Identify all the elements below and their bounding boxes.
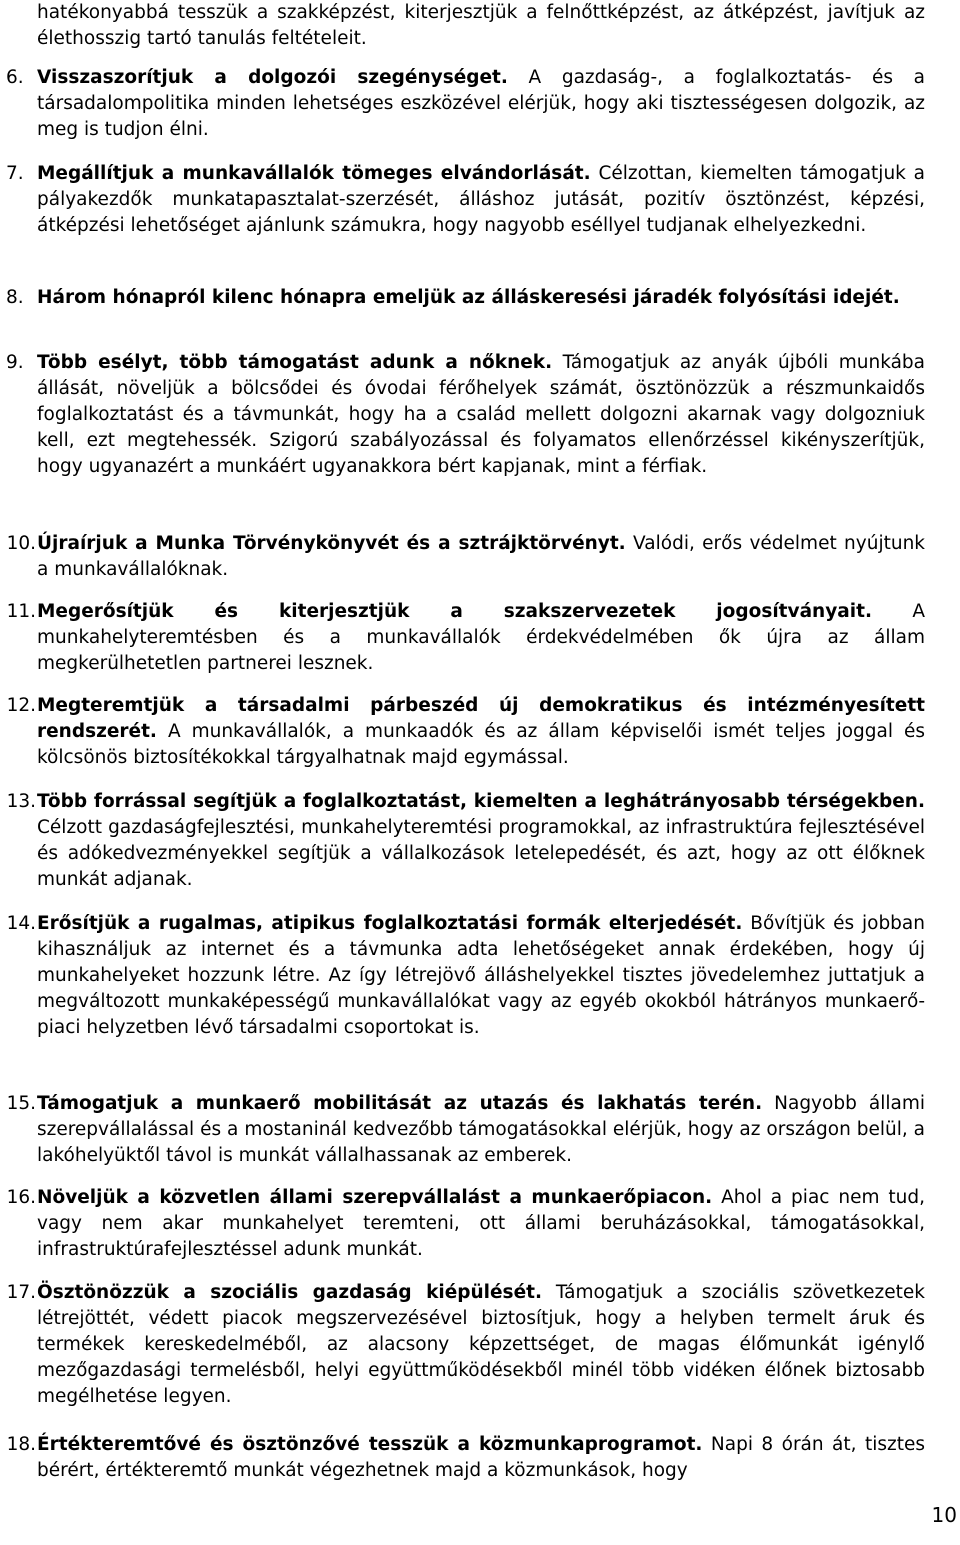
list-item-number: 12. (6, 695, 36, 716)
list-item-description: Célzott gazdaságfejlesztési, munkahelyteremtési programokkal, az infrastruktúra fejlesztésével és adókedvezményekkel segítjük a vállalkozások letelepedését, és azt, hogy az ott élőknek munkát adjanak. (37, 817, 925, 890)
list-item-heading: Három hónapról kilenc hónapra emeljük az álláskeresési járadék folyósítási idejét. (37, 287, 900, 308)
list-item-heading: Megerősítjük és kiterjesztjük a szakszervezetek jogosítványait. (37, 601, 872, 622)
list-item-description: Bővítjük és jobban kihasználjuk az internet és a távmunka adta lehetőségeket annak érdekében, hogy új munkahelyeket hozzunk létre. Az így létrejövő álláshelyekkel tisztes jövedelemhez juttatjuk a megváltozott munkaképességű munkavállalókat vagy az egyéb okokból hátrányos munkaerő-piaci helyzetben lévő társadalmi csoportokat is. (37, 913, 925, 1038)
list-item-number: 7. (6, 163, 24, 184)
list-item-text (37, 1432, 925, 1484)
list-item-text (37, 1280, 925, 1410)
intro-continuation-paragraph: hatékonyabbá tesszük a szakképzést, kiterjesztjük a felnőttképzést, az átképzést, javítjuk az élethosszig tartó tanulás feltételeit. (37, 2, 925, 49)
list-item-text (37, 350, 925, 480)
list-item-description: A munkahelyteremtésben és a munkavállalók érdekvédelmében ők újra az állam megkerülhetetlen partnerei lesznek. (37, 601, 925, 674)
list-item-heading: Több esélyt, több támogatást adunk a nőknek. (37, 352, 553, 373)
list-item-description: Napi 8 órán át, tisztes bérért, értékteremtő munkát végezhetnek majd a közmunkások, hogy (37, 1434, 925, 1481)
list-item-text (37, 1091, 925, 1169)
list-item-heading: Növeljük a közvetlen állami szerepvállalást a munkaerőpiacon. (37, 1187, 713, 1208)
list-item-number: 11. (6, 601, 36, 622)
list-item-number: 16. (6, 1187, 36, 1208)
list-item-text (37, 1185, 925, 1263)
list-item-text (37, 161, 925, 239)
list-item-text (37, 65, 925, 143)
list-item-number: 10. (6, 533, 36, 554)
list-item-heading: Támogatjuk a munkaerő mobilitását az utazás és lakhatás terén. (37, 1093, 763, 1114)
list-item-number: 14. (6, 913, 36, 934)
list-item-text (37, 911, 925, 1041)
list-item-text (37, 693, 925, 771)
list-item-description: Ahol a piac nem tud, vagy nem akar munkahelyet teremteni, ott állami beruházásokkal, támogatásokkal, infrastruktúrafejlesztéssel adunk munkát. (37, 1187, 925, 1260)
list-item-description: A munkavállalók, a munkaadók és az állam képviselői ismét teljes joggal és kölcsönös biztosítékokkal tárgyalhatnak majd egymással. (37, 721, 925, 768)
list-item-text (37, 599, 925, 677)
list-item-description: A gazdaság-, a foglalkoztatás- és a társadalompolitika minden lehetséges eszközével elérjük, hogy aki tisztességesen dolgozik, az meg is tudjon élni. (37, 67, 925, 140)
list-item-number: 15. (6, 1093, 36, 1114)
list-item-number: 18. (6, 1434, 36, 1455)
list-item-number: 17. (6, 1282, 36, 1303)
list-item-number: 13. (6, 791, 36, 812)
list-item-heading: Értékteremtővé és ösztönzővé tesszük a közmunkaprogramot. (37, 1434, 703, 1455)
list-item-heading: Újraírjuk a Munka Törvénykönyvét és a sztrájktörvényt. (37, 533, 626, 554)
list-item-text (37, 531, 925, 583)
list-item-heading: Megállítjuk a munkavállalók tömeges elvándorlását. (37, 163, 591, 184)
list-item-heading: Megteremtjük a társadalmi párbeszéd új demokratikus és intézményesített rendszerét. (37, 695, 925, 742)
list-item-heading: Visszaszorítjuk a dolgozói szegénységet. (37, 67, 508, 88)
list-item-description: Célzottan, kiemelten támogatjuk a pályakezdők munkatapasztalat-szerzését, álláshoz jutását, pozitív ösztönzést, képzési, átképzési lehetőséget ajánlunk számukra, hogy nagyobb eséllyel tudjanak elhelyezkedni. (37, 163, 925, 236)
list-item-number: 8. (6, 287, 24, 308)
list-item-text (37, 285, 925, 311)
list-item-description: Támogatjuk a szociális szövetkezetek létrejöttét, védett piacok megszervezésével biztosítjuk, hogy a helyben termelt áruk és termékek kereskedelméből, az alacsony képzettséget, de magas élőmunkát igénylő mezőgazdasági termelésből, helyi együttműködésekből minél több vidéken élőnek biztosabb megélhetése legyen. (37, 1282, 925, 1407)
list-item-number: 6. (6, 67, 24, 88)
list-item-heading: Ösztönözzük a szociális gazdaság kiépülését. (37, 1282, 542, 1303)
list-item-number: 9. (6, 352, 24, 373)
list-item-description: Nagyobb állami szerepvállalással és a mostaninál kedvezőbb támogatásokkal elérjük, hogy az országon belül, a lakóhelyüktől távol is munkát vállalhassanak az emberek. (37, 1093, 925, 1166)
list-item-description: Valódi, erős védelmet nyújtunk a munkavállalóknak. (37, 533, 926, 580)
list-item-description: Támogatjuk az anyák újbóli munkába állását, növeljük a bölcsődei és óvodai férőhelyek számát, ösztönözzük a részmunkaidős foglalkoztatást és a távmunkát, hogy ha a család mellett dolgozni akarnak vagy dolgozniuk kell, ezt megtehessék. Szigorú szabályozással és folyamatos ellenőrzéssel kikényszerítjük, hogy ugyanazért a munkáért ugyanakkora bért kapjanak, mint a férfiak. (37, 352, 925, 477)
list-item-heading: Több forrással segítjük a foglalkoztatást, kiemelten a leghátrányosabb térségekben. (37, 791, 925, 812)
list-item-heading: Erősítjük a rugalmas, atipikus foglalkoztatási formák elterjedését. (37, 913, 743, 934)
list-item-text (37, 789, 925, 893)
page-number: 10 (931, 1503, 957, 1527)
